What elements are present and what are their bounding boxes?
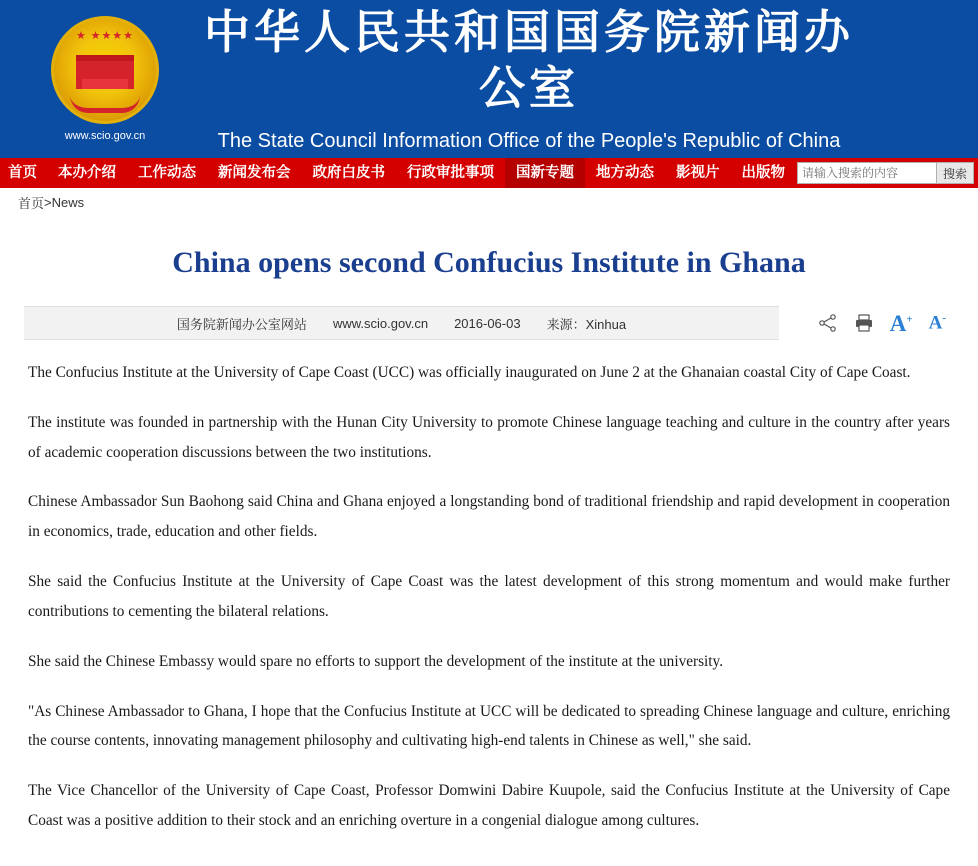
article-paragraph: The institute was founded in partnership with the Hunan City University to promote Chinese language teaching and culture in the country after years of academic cooperation discussions between the two institutions.	[28, 413, 950, 461]
article-paragraph: The Vice Chancellor of the University of Cape Coast, Professor Domwini Dabire Kuupole, said the Confucius Institute at the University of Cape Coast was a positive addition to their stock and an enriching overture in a congenial dialogue among cultures.	[28, 782, 950, 830]
nav-item-home[interactable]: 首页	[8, 165, 37, 181]
print-icon[interactable]	[854, 313, 874, 333]
emblem-stars: ★ ★★★★	[75, 30, 135, 42]
decrease-font-button[interactable]: A-	[928, 312, 946, 334]
article-paragraph: She said the Chinese Embassy would spare no efforts to support the development of the institute at the university.	[28, 652, 724, 670]
header-title-cn: 中华人民共和国国务院新闻办公室	[204, 6, 854, 114]
header-titles	[190, 5, 978, 152]
meta-date: 2016-06-03	[454, 315, 521, 331]
nav-item-white-papers[interactable]: 政府白皮书	[312, 165, 385, 181]
article-meta-info	[24, 314, 779, 333]
breadcrumb-current[interactable]: News	[51, 195, 85, 210]
national-emblem-icon	[51, 16, 159, 124]
article-paragraph: She said the Confucius Institute at the University of Cape Coast was the latest development of this strong momentum and would make further contributions to cementing the bilateral relations.	[28, 573, 950, 620]
nav-item-films[interactable]: 影视片	[676, 165, 720, 181]
site-header	[0, 0, 978, 158]
search-button[interactable]: 搜索	[937, 162, 974, 184]
share-icon[interactable]	[818, 313, 838, 333]
nav-item-about[interactable]: 本办介绍	[58, 165, 116, 181]
nav-item-work-updates[interactable]: 工作动态	[138, 165, 196, 181]
breadcrumb	[0, 188, 978, 218]
breadcrumb-home[interactable]: 首页	[18, 196, 45, 211]
meta-url: www.scio.gov.cn	[332, 315, 429, 331]
nav-item-special-topics[interactable]: 国新专题	[505, 158, 585, 188]
meta-site: 国务院新闻办公室网站	[176, 316, 307, 332]
article-paragraph: The Confucius Institute at the University of Cape Coast (UCC) was officially inaugurated on June 2 at the Ghanaian coastal City of Cape Coast.	[28, 364, 911, 381]
search-box	[797, 162, 974, 184]
nav-item-publications[interactable]: 出版物	[741, 165, 785, 181]
article-paragraph: Chinese Ambassador Sun Baohong said China and Ghana enjoyed a longstanding bond of traditional friendship and rapid development in cooperation in economics, trade, education and other fields.	[28, 493, 950, 541]
header-title-en: The State Council Information Office of the People's Republic of China	[217, 129, 841, 152]
article	[0, 246, 978, 866]
main-navigation	[0, 158, 978, 188]
nav-item-press-conference[interactable]: 新闻发布会	[218, 165, 291, 181]
page-title: China opens second Confucius Institute in Ghana	[172, 246, 806, 279]
nav-item-administrative-approval[interactable]: 行政审批事项	[407, 165, 494, 181]
nav-item-local-updates[interactable]: 地方动态	[596, 165, 654, 181]
emblem-gate	[76, 55, 134, 89]
article-tools	[779, 306, 954, 340]
meta-source: 来源：Xinhua	[546, 316, 627, 332]
national-emblem-block	[20, 16, 190, 142]
increase-font-button[interactable]: A+	[889, 310, 913, 336]
search-input[interactable]	[797, 162, 937, 184]
article-meta-bar	[24, 306, 954, 340]
article-body	[24, 340, 954, 866]
breadcrumb-separator: >	[44, 195, 52, 210]
article-paragraph: "As Chinese Ambassador to Ghana, I hope that the Confucius Institute at UCC will be dedicated to spreading Chinese language and culture, enriching the course contents, innovating management philosophy and cultivating high-end talents in Chinese as well," she said.	[28, 702, 950, 750]
emblem-gears	[70, 95, 140, 113]
emblem-url-label: www.scio.gov.cn	[64, 130, 146, 142]
